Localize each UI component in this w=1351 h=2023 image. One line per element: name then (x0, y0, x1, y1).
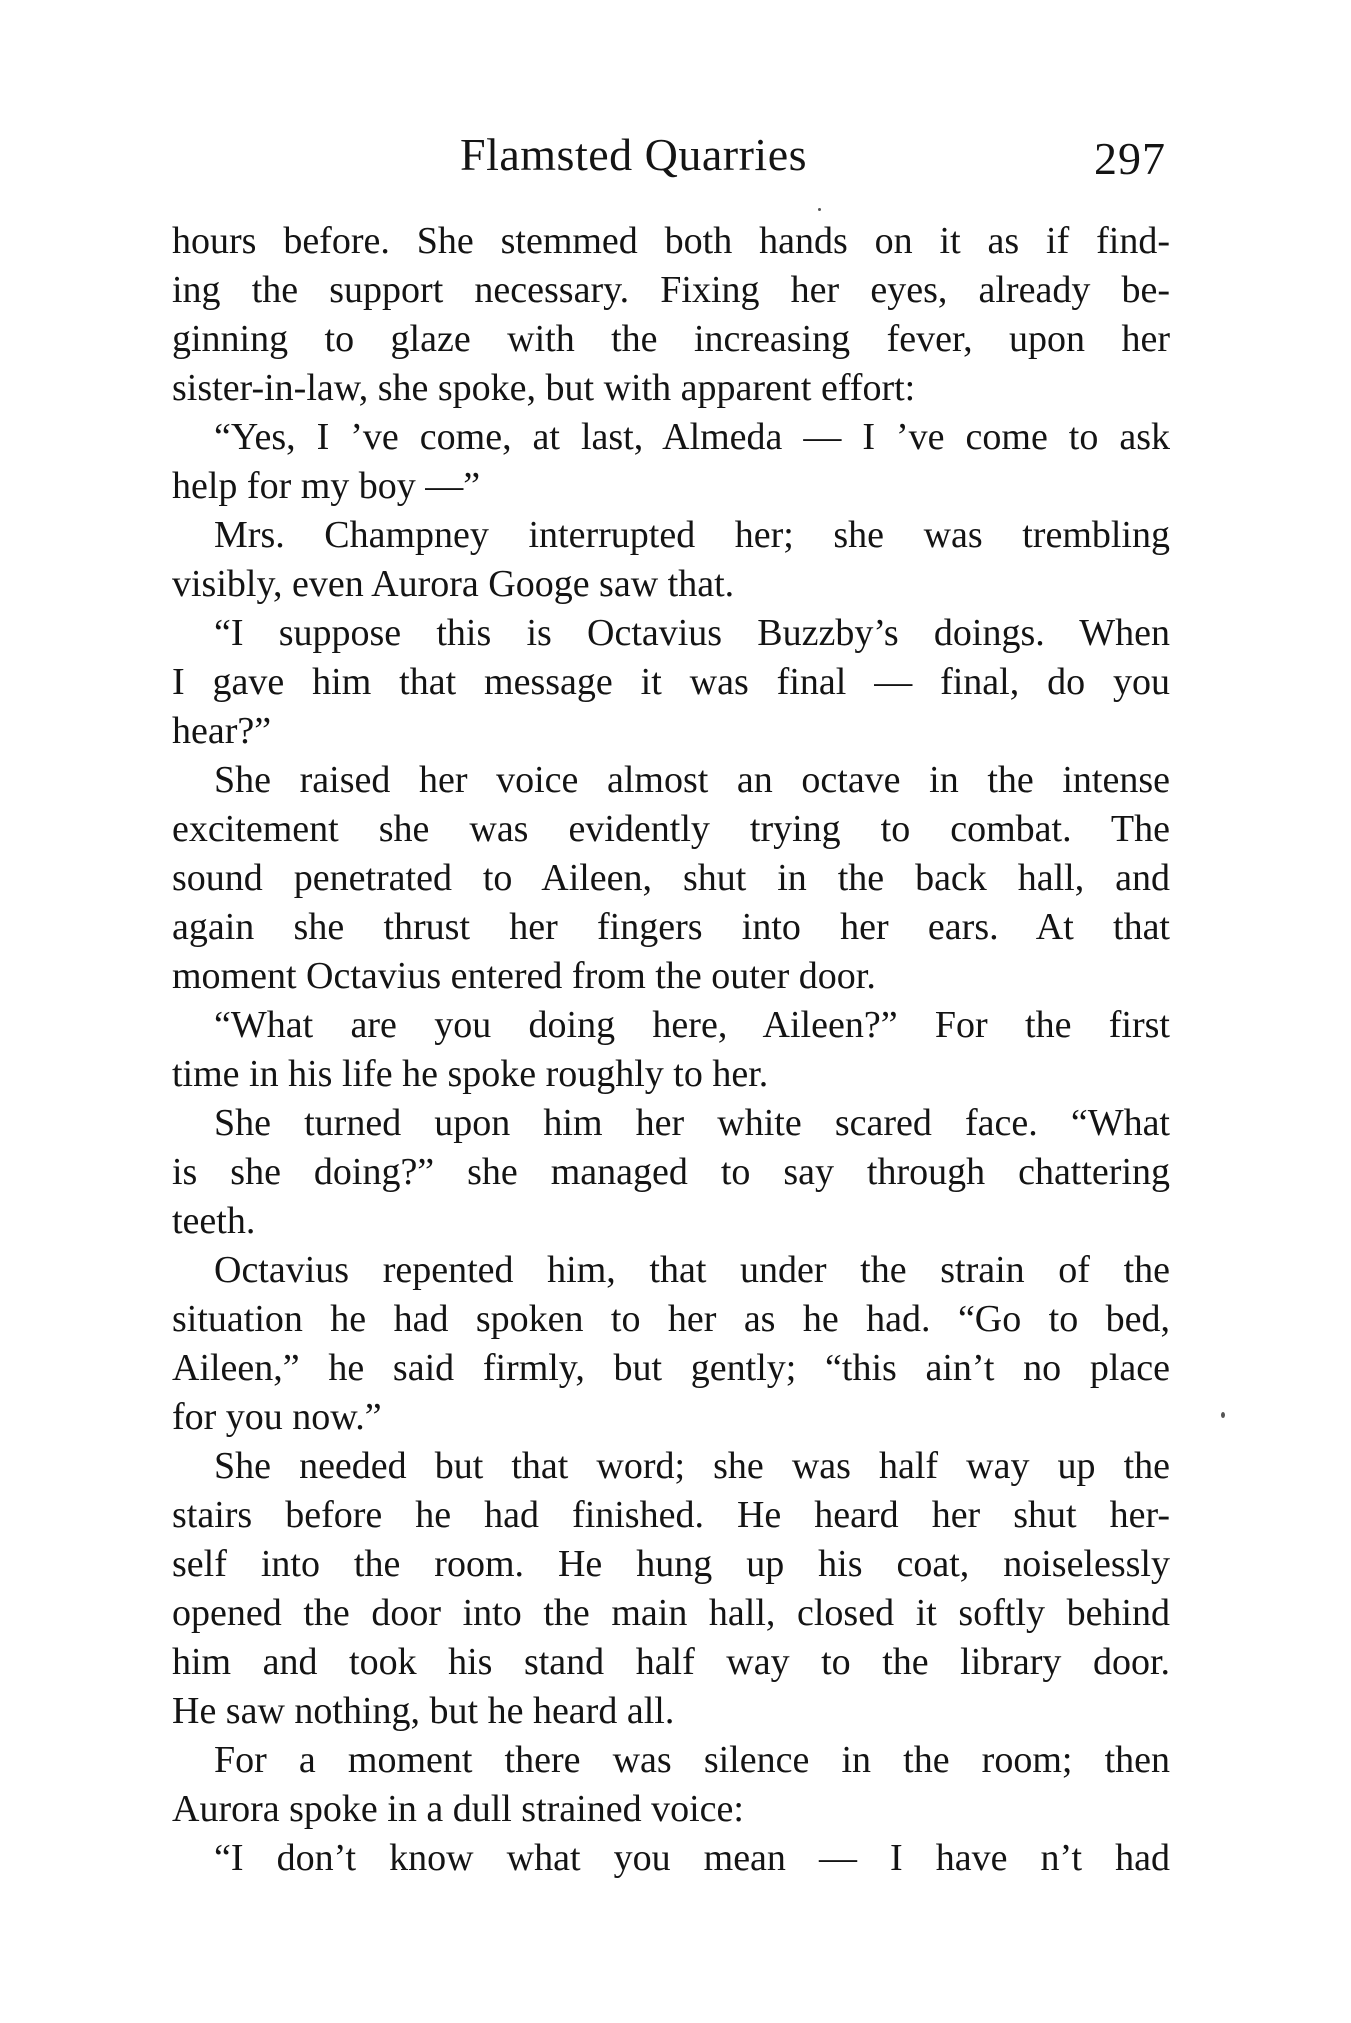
text-line: ginning to glaze with the increasing fever, upon her (172, 318, 1170, 360)
text-line: self into the room. He hung up his coat, noiselessly (172, 1543, 1170, 1585)
running-head (172, 128, 1172, 198)
text-line: She raised her voice almost an octave in the intense (214, 759, 1170, 801)
text-line: “Yes, I ’ve come, at last, Almeda — I ’ve come to ask (214, 416, 1170, 458)
text-line: She turned upon him her white scared face. “What (214, 1102, 1170, 1144)
text-line: “I suppose this is Octavius Buzzby’s doings. When (214, 612, 1170, 654)
text-line: hours before. She stemmed both hands on it as if find- (172, 220, 1170, 262)
text-line: She needed but that word; she was half way up the (214, 1445, 1170, 1487)
text-line: for you now.” (172, 1396, 382, 1438)
text-line: ing the support necessary. Fixing her eyes, already be- (172, 269, 1170, 311)
text-line: situation he had spoken to her as he had. “Go to bed, (172, 1298, 1170, 1340)
text-line: Octavius repented him, that under the strain of the (214, 1249, 1170, 1291)
text-line: Mrs. Champney interrupted her; she was trembling (214, 514, 1170, 556)
text-line: is she doing?” she managed to say through chattering (172, 1151, 1170, 1193)
print-speck (1221, 1412, 1225, 1418)
text-line: hear?” (172, 710, 272, 752)
text-line: teeth. (172, 1200, 256, 1242)
text-line: him and took his stand half way to the library door. (172, 1641, 1170, 1683)
text-line: He saw nothing, but he heard all. (172, 1690, 675, 1732)
text-line: time in his life he spoke roughly to her. (172, 1053, 769, 1095)
text-line: again she thrust her fingers into her ears. At that (172, 906, 1170, 948)
text-line: sound penetrated to Aileen, shut in the back hall, and (172, 857, 1170, 899)
page-number: 297 (1094, 133, 1166, 184)
text-line: visibly, even Aurora Googe saw that. (172, 563, 735, 605)
text-line: opened the door into the main hall, closed it softly behind (172, 1592, 1170, 1634)
text-line: Aurora spoke in a dull strained voice: (172, 1788, 744, 1830)
text-line: sister-in-law, she spoke, but with apparent effort: (172, 367, 916, 409)
text-line: help for my boy —” (172, 465, 481, 507)
text-line: Aileen,” he said firmly, but gently; “this ain’t no place (172, 1347, 1170, 1389)
running-title: Flamsted Quarries (460, 129, 808, 180)
text-line: For a moment there was silence in the room; then (214, 1739, 1170, 1781)
text-line: “What are you doing here, Aileen?” For the first (214, 1004, 1170, 1046)
text-line: stairs before he had finished. He heard her shut her- (172, 1494, 1170, 1536)
text-line: excitement she was evidently trying to combat. The (172, 808, 1170, 850)
text-line: moment Octavius entered from the outer door. (172, 955, 876, 997)
text-line: “I don’t know what you mean — I have n’t had (214, 1837, 1170, 1879)
text-line: I gave him that message it was final — final, do you (172, 661, 1170, 703)
print-speck (818, 208, 821, 211)
